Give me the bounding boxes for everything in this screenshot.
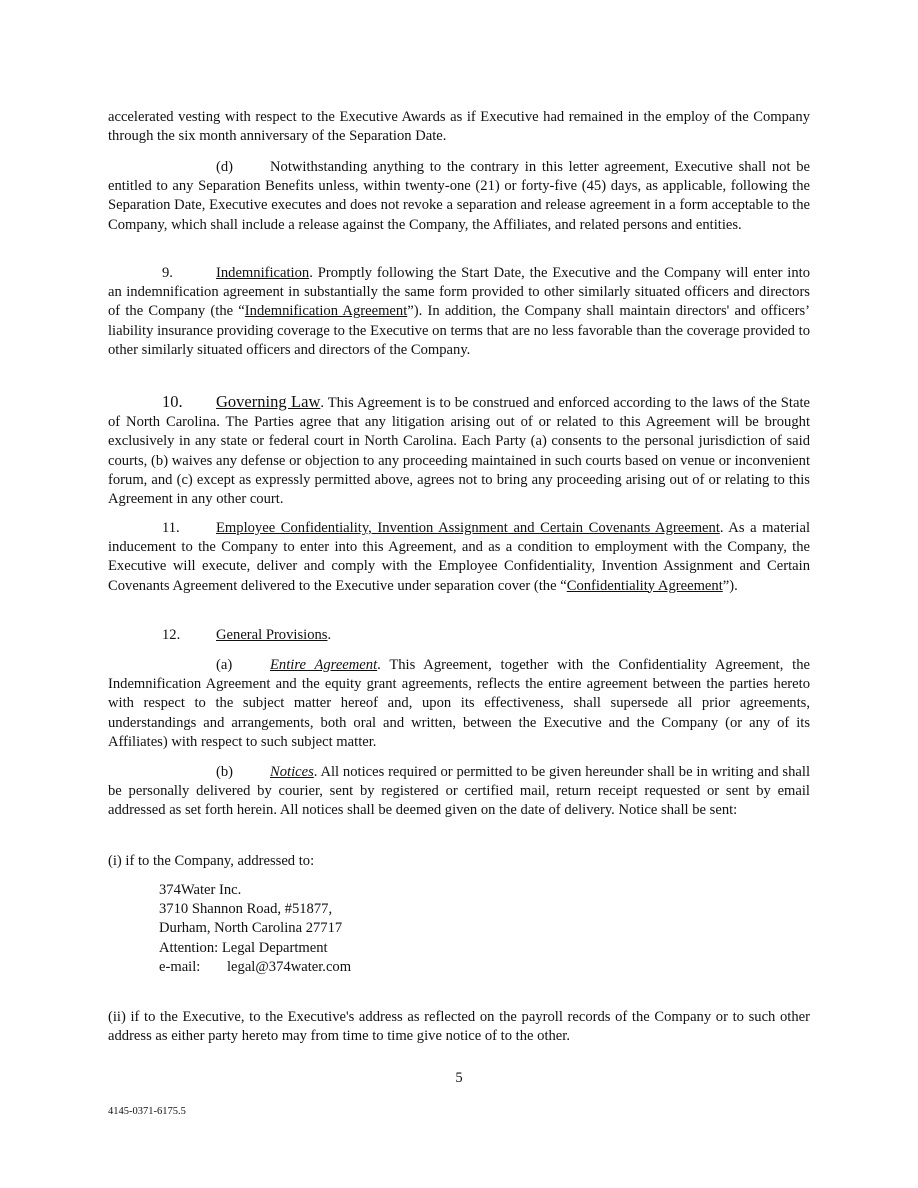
address-line: Durham, North Carolina 27717: [159, 920, 343, 937]
paragraph-text: accelerated vesting with respect to the Executive Awards as if Executive had remained in the employ of the Company through the six month anniversary of the Separation Date.: [108, 109, 810, 145]
defined-term: Indemnification Agreement: [244, 303, 408, 320]
section-text: ”). In addition, the Company shall maintain directors' and officers’ liability insurance providing coverage to the Executive on terms that are no less favorable than the coverage provided to other similarly situated officers and directors of the Company.: [108, 303, 810, 358]
section-number: 9.: [162, 265, 173, 281]
defined-term: Confidentiality Agreement: [566, 577, 723, 594]
section-8d: [108, 158, 810, 235]
section-8d-text: Notwithstanding anything to the contrary in this letter agreement, Executive shall not be entitled to any Separation Benefits unless, within twenty-one (21) or forty-five (45) days, as applicable, following the Separation Date, Executive executes and does not revoke a separation and release agreement in a form acceptable to the Company, which shall include a release against the Company, the Affiliates, and related persons and entities.: [108, 159, 810, 233]
section-11: [108, 519, 810, 596]
paragraph-accelerated-vesting: [108, 108, 810, 146]
section-text: . This Agreement is to be construed and enforced according to the laws of the State of North Carolina. The Parties agree that any litigation arising out of or related to this Agreement will be brought exclusively in any state or federal court in North Carolina. Each Party (a) consents to the personal jurisdiction of said courts, (b) waives any defense or objection to any proceeding maintained in such courts based on venue or inconvenient forum, and (c) except as expressly permitted above, agrees not to bring any proceeding arising out of or relating to this Agreement in any other court.: [108, 395, 810, 508]
subsection-heading: Entire Agreement: [270, 657, 378, 673]
section-number: 10.: [162, 392, 183, 411]
section-12a: [108, 656, 810, 752]
section-heading: General Provisions: [216, 627, 328, 643]
section-10: [108, 392, 810, 509]
section-text: . Promptly following the Start Date, the Executive and the Company will enter into an indemnification agreement in substantially the same form provided to other similarly situated officers and directors of the Company (the “: [108, 265, 810, 320]
section-12: [108, 626, 810, 645]
subsection-heading: Notices: [270, 764, 314, 780]
notice-to-executive-text: (ii) if to the Executive, to the Executive's address as reflected on the payroll records of the Company or to such other address as either party hereto may from time to time give notice of to the other.: [108, 1009, 810, 1045]
subsection-text: . All notices required or permitted to be given hereunder shall be in writing and shall be personally delivered by courier, sent by registered or certified mail, return receipt requested or sent by email addressed as set forth herein. All notices shall be deemed given on the date of delivery. Notice shall be sent:: [108, 764, 810, 819]
section-heading: Indemnification: [216, 265, 310, 281]
page-number: 5: [455, 1070, 463, 1086]
section-number: 12.: [162, 627, 181, 643]
section-12b: [108, 763, 810, 821]
section-text: .: [327, 627, 332, 643]
notice-to-executive: [108, 1008, 810, 1046]
section-text: . As a material inducement to the Company to enter into this Agreement, and as a condition to employment with the Company, the Executive will execute, deliver and comply with the Employee Confidentiality, Invention Assignment and Certain Covenants Agreement delivered to the Executive under separation cover (the “: [108, 520, 810, 594]
subsection-label: (b): [216, 764, 234, 780]
email-address: legal@374water.com: [227, 958, 352, 975]
subsection-label: (a): [216, 657, 233, 673]
section-heading: Governing Law: [216, 392, 321, 411]
subsection-label: (d): [216, 159, 234, 175]
document-id: 4145-0371-6175.5: [108, 1106, 186, 1117]
subsection-text: . This Agreement, together with the Confidentiality Agreement, the Indemnification Agreement and the equity grant agreements, reflects the entire agreement between the parties hereto with respect to the subject matter hereof and, upon its effectiveness, shall supersede all prior agreements, understandings and arrangements, both oral and written, between the Executive and the Company (or any of its Affiliates) with respect to such subject matter.: [108, 657, 810, 750]
address-line: Attention: Legal Department: [159, 939, 328, 956]
section-number: 11.: [162, 520, 180, 536]
company-address-block: [159, 881, 351, 977]
section-text: ”).: [722, 577, 738, 594]
section-9: [108, 264, 810, 360]
email-label: e-mail:: [159, 958, 201, 975]
email-line: [159, 958, 351, 977]
notice-to-company: [108, 852, 810, 871]
address-line: 3710 Shannon Road, #51877,: [159, 901, 333, 918]
address-line: 374Water Inc.: [159, 882, 242, 898]
section-heading: Employee Confidentiality, Invention Assignment and Certain Covenants Agreement: [216, 520, 720, 536]
notice-to-company-text: (i) if to the Company, addressed to:: [108, 853, 315, 869]
